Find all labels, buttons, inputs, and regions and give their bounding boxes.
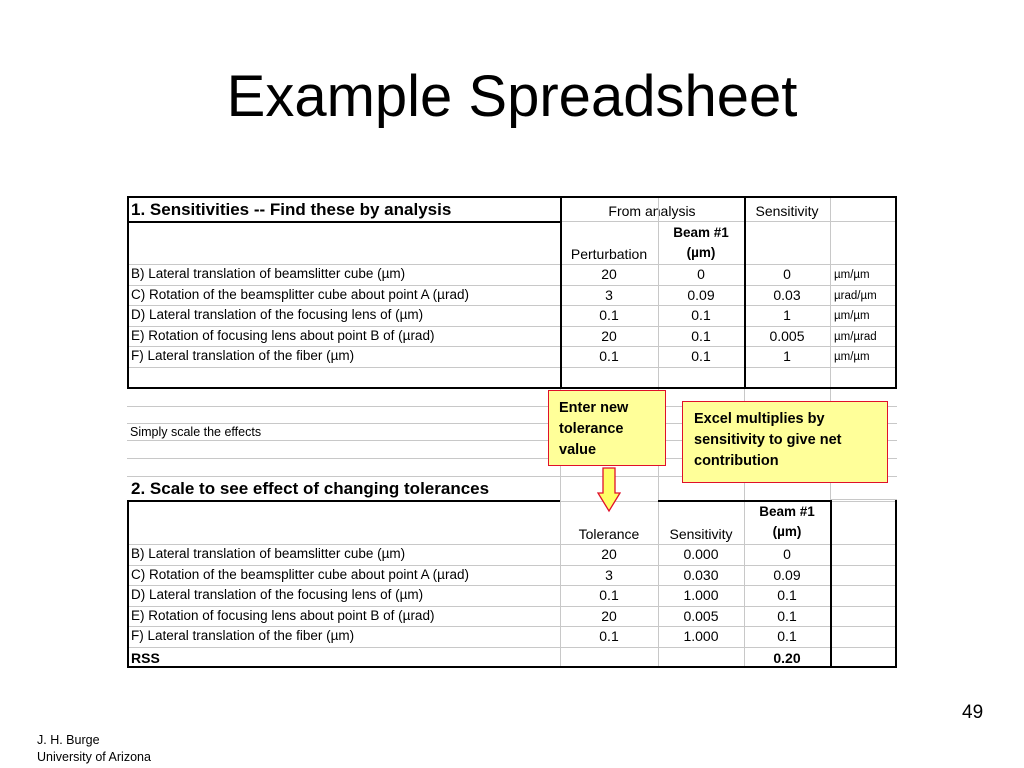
sensitivity-value: 1 (783, 307, 791, 324)
section2-heading: 2. Scale to see effect of changing tolerances (131, 479, 490, 498)
down-arrow-icon (597, 467, 621, 513)
grid-line (895, 500, 897, 668)
sensitivity-value: 0.000 (683, 546, 719, 562)
footer-author: J. H. Burge (37, 733, 100, 747)
perturbation-value: 0.1 (599, 307, 619, 324)
tolerance-value: 20 (601, 546, 617, 562)
beam-value: 0 (697, 266, 705, 282)
unit-value: µm/µm (834, 310, 870, 323)
beam-value: 0.1 (777, 607, 797, 624)
beam-value: 0.1 (777, 587, 797, 604)
sensitivity2-header: Sensitivity (669, 526, 733, 542)
grid-line (830, 500, 832, 668)
unit-value: µm/µm (834, 269, 870, 281)
grid-line (127, 388, 897, 389)
sensitivity-value: 0.030 (683, 566, 719, 583)
page-number: 49 (962, 702, 984, 723)
beam-value: 0.09 (687, 286, 715, 303)
unit-value: µm/µm (834, 351, 870, 364)
tolerance-value: 0.1 (599, 628, 619, 645)
tolerance-value: 20 (601, 607, 617, 624)
rss-value: 0.20 (773, 650, 801, 666)
grid-line (127, 500, 129, 668)
sensitivity-value: 0 (783, 266, 791, 282)
beam-value: 0.1 (777, 628, 797, 645)
beam-header-2-unit: (µm) (772, 524, 802, 539)
sensitivity-header: Sensitivity (755, 203, 819, 219)
perturbation-value: 20 (601, 327, 617, 344)
row-label: B) Lateral translation of beamslitter cube (µm) (131, 546, 406, 561)
sensitivity-value: 1.000 (683, 628, 719, 645)
from-analysis-header: From analysis (608, 203, 696, 219)
section1-heading: 1. Sensitivities -- Find these by analysis (131, 200, 452, 219)
row-label: E) Rotation of focusing lens about point B of (µrad) (131, 607, 435, 623)
beam-value: 0.09 (773, 566, 801, 583)
footer (37, 732, 151, 766)
row-label: F) Lateral translation of the fiber (µm) (131, 348, 355, 364)
row-label: D) Lateral translation of the focusing lens of (µm) (131, 587, 424, 603)
rss-label: RSS (131, 650, 160, 666)
unit-value: µrad/µm (834, 289, 877, 302)
row-label: C) Rotation of the beamsplitter cube about point A (µrad) (131, 566, 469, 582)
sensitivity-value: 0.005 (683, 607, 719, 624)
sensitivity-value: 1.000 (683, 587, 719, 604)
row-label: D) Lateral translation of the focusing lens of (µm) (131, 307, 424, 323)
row-label: B) Lateral translation of beamslitter cube (µm) (131, 266, 406, 281)
slide-title: Example Spreadsheet (226, 64, 798, 129)
unit-value: µm/µrad (834, 330, 877, 343)
beam-value: 0.1 (691, 327, 711, 344)
perturbation-value: 3 (605, 286, 613, 303)
grid-line (895, 196, 897, 388)
perturbation-value: 0.1 (599, 348, 619, 365)
grid-line (127, 196, 129, 388)
enter-tolerance-callout: Enter new tolerance value (548, 390, 666, 466)
tolerance-value: 3 (605, 566, 613, 583)
excel-multiplies-callout: Excel multiplies by sensitivity to give net contribution (682, 401, 888, 483)
tolerance-header: Tolerance (578, 526, 640, 542)
perturbation-header: Perturbation (570, 246, 648, 262)
footer-affiliation: University of Arizona (37, 750, 151, 764)
sensitivity-value: 0.03 (773, 286, 801, 303)
grid-line (830, 499, 897, 500)
row-label: F) Lateral translation of the fiber (µm) (131, 628, 355, 644)
scale-note: Simply scale the effects (130, 425, 262, 439)
grid-line (127, 367, 897, 368)
row-label: E) Rotation of focusing lens about point B of (µrad) (131, 327, 435, 343)
row-label: C) Rotation of the beamsplitter cube about point A (µrad) (131, 286, 469, 302)
beam-value: 0.1 (691, 348, 711, 365)
beam-value: 0 (783, 546, 791, 562)
tolerance-value: 0.1 (599, 587, 619, 604)
grid-line (127, 387, 897, 389)
sensitivity-value: 0.005 (769, 327, 805, 344)
beam-header-1: Beam #1 (673, 225, 729, 240)
beam-header-2: Beam #1 (759, 504, 815, 519)
perturbation-value: 20 (601, 266, 617, 282)
beam-value: 0.1 (691, 307, 711, 324)
sensitivity-value: 1 (783, 348, 791, 365)
beam-header-1-unit: (µm) (686, 245, 716, 260)
